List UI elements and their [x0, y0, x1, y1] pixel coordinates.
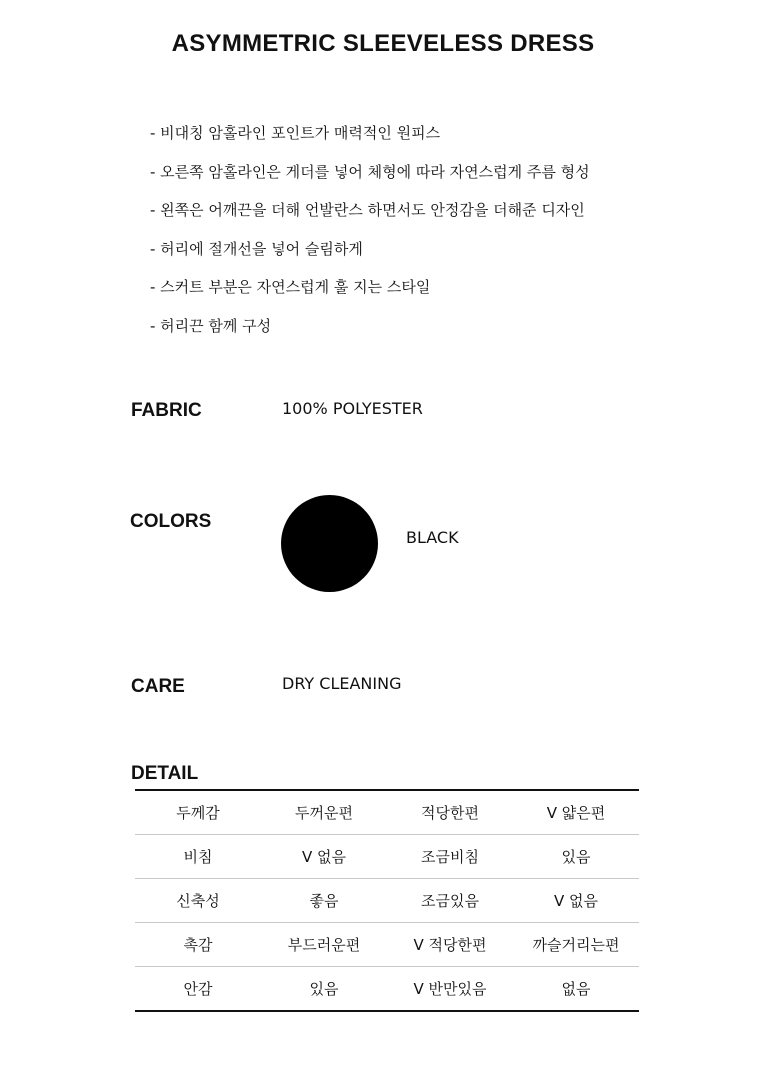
- product-title: ASYMMETRIC SLEEVELESS DRESS: [171, 30, 595, 57]
- table-row: [135, 791, 639, 835]
- feature-item: - 스커트 부분은 자연스럽게 훌 지는 스타일: [150, 278, 431, 297]
- table-cell: 안감: [183, 980, 213, 998]
- table-cell: 없음: [561, 980, 591, 998]
- colors-label: COLORS: [130, 511, 212, 532]
- feature-item: - 비대칭 암홀라인 포인트가 매력적인 원피스: [150, 124, 441, 142]
- color-swatch: [281, 495, 378, 592]
- care-value: DRY CLEANING: [282, 674, 402, 693]
- detail-label: DETAIL: [131, 763, 199, 784]
- table-cell: 두께감: [176, 804, 220, 822]
- table-cell: 두꺼운편: [295, 804, 353, 822]
- table-cell: 조금있음: [421, 892, 479, 910]
- table-cell: 부드러운편: [287, 936, 361, 954]
- table-cell: 비침: [183, 848, 213, 866]
- care-label: CARE: [131, 676, 185, 697]
- feature-item: - 왼쪽은 어깨끈을 더해 언발란스 하면서도 안정감을 더해준 디자인: [150, 201, 585, 220]
- table-row: [135, 879, 639, 923]
- table-cell: 신축성: [176, 892, 220, 910]
- table-cell: 까슬거리는편: [532, 936, 620, 954]
- feature-item: - 허리에 절개선을 넣어 슬림하게: [150, 239, 363, 258]
- table-cell: V 없음: [553, 892, 598, 910]
- table-cell: 있음: [309, 980, 339, 998]
- table-cell: V 반만있음: [413, 980, 487, 998]
- color-name: BLACK: [406, 528, 459, 547]
- table-cell: 조금비침: [421, 848, 479, 866]
- table-row: [135, 923, 639, 967]
- table-cell: 촉감: [183, 936, 213, 954]
- table-cell: 좋음: [309, 892, 339, 910]
- table-cell: 적당한편: [421, 804, 479, 822]
- table-cell: V 적당한편: [413, 936, 487, 954]
- feature-item: - 허리끈 함께 구성: [150, 316, 272, 335]
- table-row: [135, 967, 639, 1010]
- table-cell: V 얇은편: [546, 804, 606, 822]
- feature-list: [150, 122, 590, 354]
- feature-item: - 오른쪽 암홀라인은 게더를 넣어 체형에 따라 자연스럽게 주름 형성: [150, 162, 590, 181]
- fabric-label: FABRIC: [131, 400, 202, 421]
- detail-table: [135, 789, 639, 1012]
- table-cell: 있음: [561, 848, 591, 866]
- table-row: [135, 835, 639, 879]
- fabric-value: 100% POLYESTER: [282, 399, 423, 418]
- table-cell: V 없음: [301, 848, 346, 866]
